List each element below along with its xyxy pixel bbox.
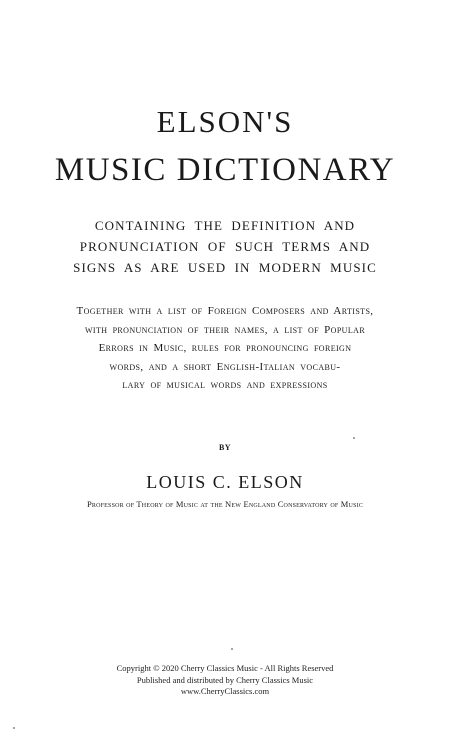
author-name: LOUIS C. ELSON <box>146 472 304 492</box>
website-line: www.CherryClassics.com <box>180 686 270 696</box>
publisher-line: Published and distributed by Cherry Classics Music <box>136 674 314 685</box>
subtitle-line: PRONUNCIATION OF SUCH TERMS AND <box>79 239 371 254</box>
subtitle-line: CONTAINING THE DEFINITION AND <box>94 218 356 233</box>
scan-speck <box>353 437 355 439</box>
scan-speck <box>231 648 233 650</box>
copyright-notice <box>0 663 450 698</box>
contents-description <box>0 302 450 395</box>
title-line-2: MUSIC DICTIONARY <box>54 152 396 188</box>
contents-line: lary of musical words and expressions <box>122 379 328 391</box>
subtitle-line: SIGNS AS ARE USED IN MODERN MUSIC <box>73 260 377 275</box>
contents-line: Together with a list of Foreign Composers and Artists, <box>76 305 374 317</box>
author-affiliation: Professor of Theory of Music at the New England Conservatory of Music <box>86 499 364 509</box>
subtitle-block <box>0 215 450 278</box>
contents-line: words, and a short English-Italian vocabu- <box>109 360 341 373</box>
copyright-line: Copyright © 2020 Cherry Classics Music - All Rights Reserved <box>116 663 334 673</box>
scan-speck <box>13 727 15 729</box>
contents-line: Errors in Music, rules for pronouncing foreign <box>98 342 352 354</box>
title-line-1: ELSON'S <box>156 104 294 139</box>
contents-line: with pronunciation of their names, a list of Popular <box>84 323 366 336</box>
by-label: BY <box>218 443 232 452</box>
